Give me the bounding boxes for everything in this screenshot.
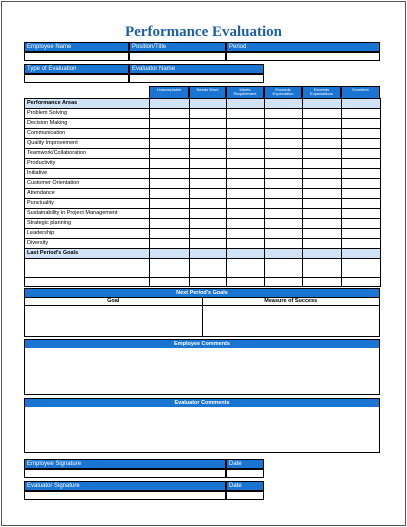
rating-cell[interactable] <box>303 209 342 219</box>
rating-cell[interactable] <box>303 99 342 109</box>
rating-cell[interactable] <box>342 229 381 239</box>
rating-cell[interactable] <box>227 149 265 159</box>
rating-cell[interactable] <box>150 189 190 199</box>
performance-area-label: Teamwork/Collaboration <box>25 149 150 159</box>
table-row <box>25 189 381 199</box>
table-row <box>25 209 381 219</box>
rating-cell[interactable] <box>227 119 265 129</box>
page-title: Performance Evaluation <box>124 24 283 40</box>
next-goals-section <box>24 288 380 337</box>
rating-cell[interactable] <box>150 278 190 287</box>
rating-cell[interactable] <box>227 199 265 209</box>
rating-cell[interactable] <box>303 229 342 239</box>
rating-cell[interactable] <box>342 139 381 149</box>
rating-cell[interactable] <box>227 179 265 189</box>
rating-cell[interactable] <box>342 119 381 129</box>
rating-cell[interactable] <box>150 139 190 149</box>
rating-cell[interactable] <box>303 119 342 129</box>
evaluator-signature-date-field[interactable] <box>226 491 264 500</box>
rating-cell[interactable] <box>150 249 190 259</box>
rating-cell[interactable] <box>227 189 265 199</box>
rating-cell[interactable] <box>227 169 265 179</box>
rating-cell[interactable] <box>342 199 381 209</box>
rating-cell[interactable] <box>150 109 190 119</box>
rating-cell[interactable] <box>190 239 227 249</box>
rating-cell[interactable] <box>150 149 190 159</box>
rating-cell[interactable] <box>303 249 342 259</box>
rating-cell[interactable] <box>265 209 303 219</box>
evaluator-signature-field[interactable] <box>24 491 226 500</box>
rating-cell[interactable] <box>265 219 303 229</box>
table-row <box>25 219 381 229</box>
rating-cell[interactable] <box>190 109 227 119</box>
employee-signature-date-field[interactable] <box>226 469 264 478</box>
performance-area-label: Quality Improvement <box>25 139 150 149</box>
rating-cell[interactable] <box>227 278 265 287</box>
period-label: Period <box>226 42 380 52</box>
rating-cell[interactable] <box>342 129 381 139</box>
performance-area-label: Attendance <box>25 189 150 199</box>
rating-cell[interactable] <box>303 169 342 179</box>
rating-cell[interactable] <box>342 169 381 179</box>
table-row <box>25 278 381 287</box>
table-row <box>25 139 381 149</box>
rating-cell[interactable] <box>303 109 342 119</box>
rating-cell[interactable] <box>303 278 342 287</box>
performance-table <box>24 98 381 287</box>
rating-cell[interactable] <box>342 209 381 219</box>
rating-cell[interactable] <box>342 219 381 229</box>
next-goals-header: Next Period's Goals <box>25 289 379 297</box>
performance-area-label: Customer Orientation <box>25 179 150 189</box>
evaluator-name-label: Evaluator Name <box>129 64 264 74</box>
performance-area-label: Communication <box>25 129 150 139</box>
rating-cell[interactable] <box>190 149 227 159</box>
rating-cell[interactable] <box>190 169 227 179</box>
rating-cell[interactable] <box>265 119 303 129</box>
employee-comments-section <box>24 339 380 395</box>
performance-area-label: Problem Solving <box>25 109 150 119</box>
rating-cell[interactable] <box>303 219 342 229</box>
rating-cell[interactable] <box>265 179 303 189</box>
rating-cell[interactable] <box>265 189 303 199</box>
rating-cell[interactable] <box>303 199 342 209</box>
performance-area-label: Initiative <box>25 169 150 179</box>
table-row <box>25 109 381 119</box>
last-goal-field <box>25 278 150 287</box>
goal-column-header: Goal <box>25 298 203 305</box>
rating-cell[interactable] <box>150 179 190 189</box>
table-row <box>25 159 381 169</box>
rating-cell[interactable] <box>150 199 190 209</box>
rating-cell[interactable] <box>342 179 381 189</box>
rating-cell[interactable] <box>265 239 303 249</box>
rating-cell[interactable] <box>265 278 303 287</box>
rating-header-6: Excellent <box>341 86 380 99</box>
rating-cell[interactable] <box>150 169 190 179</box>
evaluator-signature-date-label: Date <box>226 481 264 491</box>
rating-cell[interactable] <box>190 189 227 199</box>
employee-signature-field[interactable] <box>24 469 226 478</box>
employee-name-field[interactable] <box>24 52 129 61</box>
rating-cell[interactable] <box>150 119 190 129</box>
rating-cell[interactable] <box>150 209 190 219</box>
rating-cell[interactable] <box>227 129 265 139</box>
evaluator-signature-label: Evaluator Signature <box>24 481 226 491</box>
rating-cell[interactable] <box>227 249 265 259</box>
rating-cell[interactable] <box>227 159 265 169</box>
evaluator-comments-header: Evaluator Comments <box>25 399 379 407</box>
rating-cell[interactable] <box>303 259 342 278</box>
rating-header-4: Exceeds Expectation <box>264 86 302 99</box>
position-title-label: Position/Title <box>129 42 226 52</box>
rating-cell[interactable] <box>342 259 381 278</box>
type-of-evaluation-label: Type of Evaluation <box>24 64 129 74</box>
rating-cell[interactable] <box>303 139 342 149</box>
rating-header-3: Meets Requirement <box>226 86 264 99</box>
rating-cell[interactable] <box>303 159 342 169</box>
rating-cell[interactable] <box>342 109 381 119</box>
rating-cell[interactable] <box>190 209 227 219</box>
rating-cell[interactable] <box>303 189 342 199</box>
performance-area-label: Leadership <box>25 229 150 239</box>
employee-name-label: Employee Name <box>24 42 129 52</box>
rating-cell[interactable] <box>265 99 303 109</box>
position-title-field[interactable] <box>129 52 226 61</box>
rating-cell[interactable] <box>227 239 265 249</box>
rating-cell[interactable] <box>150 159 190 169</box>
table-row <box>25 259 381 278</box>
employee-signature-date-label: Date <box>226 459 264 469</box>
rating-cell[interactable] <box>342 278 381 287</box>
rating-cell[interactable] <box>265 229 303 239</box>
rating-cell[interactable] <box>265 159 303 169</box>
table-row <box>25 239 381 249</box>
goal-field[interactable] <box>25 306 203 337</box>
rating-cell[interactable] <box>150 219 190 229</box>
table-row <box>25 119 381 129</box>
type-of-evaluation-field[interactable] <box>24 74 129 83</box>
performance-area-label: Punctuality <box>25 199 150 209</box>
rating-cell[interactable] <box>150 259 190 278</box>
rating-cell[interactable] <box>190 129 227 139</box>
rating-cell[interactable] <box>190 159 227 169</box>
evaluator-name-field[interactable] <box>129 74 264 83</box>
employee-comments-field[interactable] <box>25 348 379 394</box>
rating-cell[interactable] <box>190 139 227 149</box>
table-row <box>25 229 381 239</box>
rating-cell[interactable] <box>303 149 342 159</box>
rating-header-2: Needs Work <box>189 86 226 99</box>
rating-cell[interactable] <box>265 199 303 209</box>
rating-cell[interactable] <box>342 99 381 109</box>
rating-cell[interactable] <box>342 249 381 259</box>
rating-cell[interactable] <box>342 149 381 159</box>
rating-cell[interactable] <box>265 259 303 278</box>
evaluator-comments-section <box>24 398 380 453</box>
rating-cell[interactable] <box>265 249 303 259</box>
next-goals-body[interactable] <box>25 306 379 337</box>
rating-cell[interactable] <box>227 209 265 219</box>
table-row <box>25 179 381 189</box>
rating-cell[interactable] <box>227 109 265 119</box>
rating-cell[interactable] <box>190 249 227 259</box>
rating-cell[interactable] <box>150 129 190 139</box>
rating-cell[interactable] <box>227 219 265 229</box>
performance-areas-label: Performance Areas <box>25 99 150 109</box>
rating-cell[interactable] <box>190 99 227 109</box>
rating-cell[interactable] <box>265 139 303 149</box>
table-row <box>25 169 381 179</box>
rating-cell[interactable] <box>190 119 227 129</box>
rating-cell[interactable] <box>303 239 342 249</box>
rating-cell[interactable] <box>227 259 265 278</box>
rating-cell[interactable] <box>342 189 381 199</box>
rating-cell[interactable] <box>227 99 265 109</box>
performance-area-label: Sustainability in Project Management <box>25 209 150 219</box>
rating-cell[interactable] <box>190 199 227 209</box>
rating-cell[interactable] <box>190 229 227 239</box>
measure-column-header: Measure of Success <box>264 298 318 304</box>
last-goal-field <box>25 259 150 278</box>
employee-comments-header: Employee Comments <box>25 340 379 348</box>
rating-cell[interactable] <box>190 278 227 287</box>
performance-areas-header-row <box>25 99 381 109</box>
table-row <box>25 149 381 159</box>
rating-cell[interactable] <box>150 239 190 249</box>
table-row <box>25 129 381 139</box>
rating-cell[interactable] <box>265 109 303 119</box>
evaluator-comments-field[interactable] <box>25 407 379 452</box>
measure-field[interactable] <box>203 306 380 337</box>
rating-cell[interactable] <box>190 219 227 229</box>
rating-cell[interactable] <box>227 139 265 149</box>
rating-cell[interactable] <box>150 229 190 239</box>
rating-cell[interactable] <box>342 239 381 249</box>
rating-cell[interactable] <box>190 179 227 189</box>
rating-cell[interactable] <box>265 149 303 159</box>
rating-cell[interactable] <box>190 259 227 278</box>
period-field[interactable] <box>226 52 380 61</box>
rating-header-5: Exceeds Expectations <box>302 86 341 99</box>
rating-cell[interactable] <box>227 229 265 239</box>
performance-area-label: Decision Making <box>25 119 150 129</box>
rating-cell[interactable] <box>150 99 190 109</box>
rating-header-1: Unacceptable <box>149 86 189 99</box>
employee-signature-label: Employee Signature <box>24 459 226 469</box>
rating-cell[interactable] <box>303 179 342 189</box>
rating-cell[interactable] <box>342 159 381 169</box>
rating-cell[interactable] <box>265 169 303 179</box>
rating-cell[interactable] <box>303 129 342 139</box>
performance-area-label: Productivity <box>25 159 150 169</box>
last-goals-label: Last Period's Goals <box>25 249 150 259</box>
last-goals-header-row <box>25 249 381 259</box>
table-row <box>25 199 381 209</box>
rating-cell[interactable] <box>265 129 303 139</box>
performance-area-label: Strategic planning <box>25 219 150 229</box>
performance-area-label: Diversity <box>25 239 150 249</box>
next-goals-subheader <box>25 297 379 306</box>
